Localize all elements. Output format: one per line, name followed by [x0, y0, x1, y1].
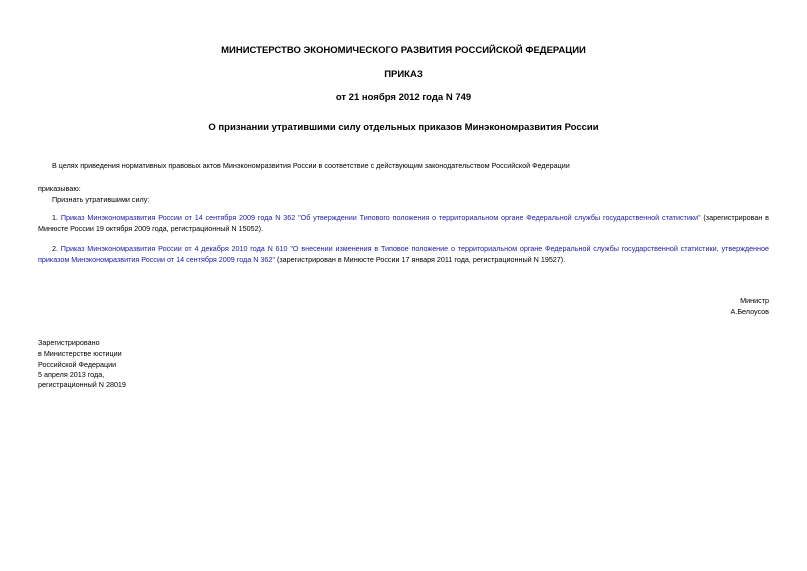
registration-line: Российской Федерации	[38, 360, 117, 369]
order-word: приказываю:	[38, 184, 81, 193]
registration-line: Зарегистрировано	[38, 338, 100, 347]
item-number: 1.	[52, 213, 58, 222]
list-item	[38, 212, 769, 234]
registration-line: в Министерстве юстиции	[38, 349, 122, 358]
doc-type-heading: ПРИКАЗ	[384, 69, 423, 80]
registration-line: регистрационный N 28019	[38, 380, 126, 389]
registration-line: 5 апреля 2013 года,	[38, 370, 105, 379]
item-registration: (зарегистрирован в Минюсте России 17 января 2011 года, регистрационный N 19527).	[274, 255, 566, 264]
signature-position: Министр	[740, 296, 769, 305]
signature-name: А.Белоусов	[730, 307, 769, 316]
item-registration: (зарегистрирован в Минюсте России 19 октября 2009 года, регистрационный N 15052).	[38, 213, 769, 233]
document-title: О признании утратившими силу отдельных приказов Минэкономразвития России	[208, 122, 599, 133]
ministry-heading: МИНИСТЕРСТВО ЭКОНОМИЧЕСКОГО РАЗВИТИЯ РОССИЙСКОЙ ФЕДЕРАЦИИ	[221, 45, 586, 56]
declare-paragraph: Признать утратившими силу:	[52, 195, 150, 204]
order-link-362[interactable]: Приказ Минэкономразвития России от 14 сентября 2009 года N 362 "Об утверждении Типового положения о территориальном органе Федеральной службы государственной статистики"	[60, 213, 701, 222]
date-number-heading: от 21 ноября 2012 года N 749	[335, 92, 472, 103]
list-item	[38, 243, 769, 265]
item-number: 2.	[52, 244, 58, 253]
preamble-paragraph: В целях приведения нормативных правовых актов Минэкономразвития России в соответствие с действующим законодательством Российской Федерации	[52, 161, 570, 170]
order-link-610[interactable]: Приказ Минэкономразвития России от 4 декабря 2010 года N 610 "О внесении изменения в Типовое положение о территориальном органе Федеральной службы государственной статистики, утвержденное приказом Минэкономразвития России от 14 сентября 2009 года N 362"	[38, 244, 769, 264]
